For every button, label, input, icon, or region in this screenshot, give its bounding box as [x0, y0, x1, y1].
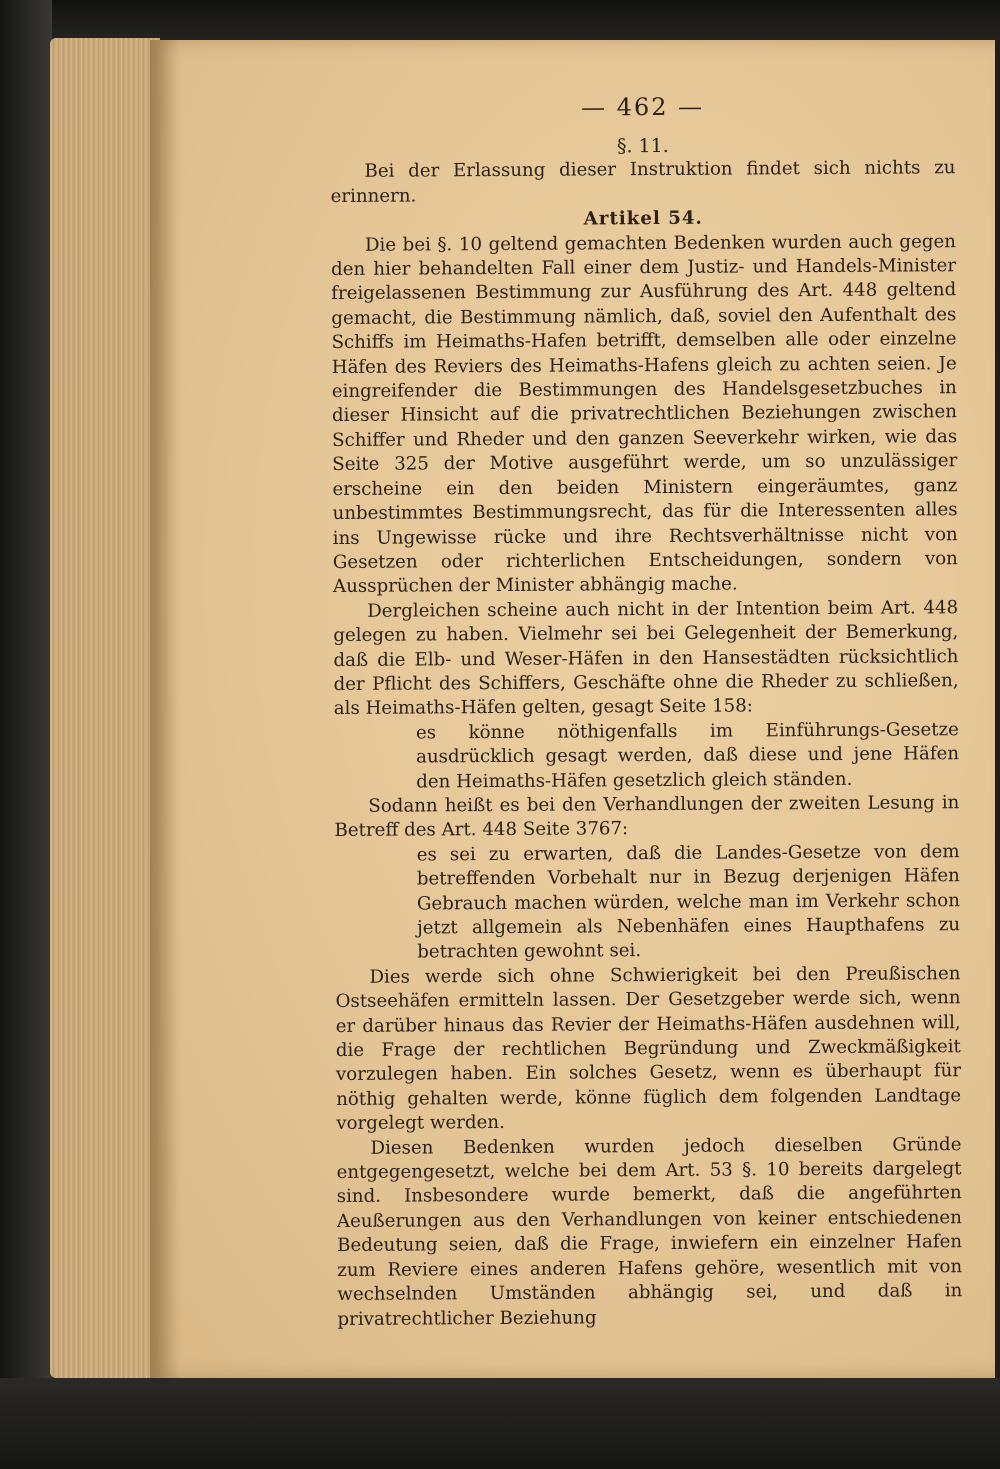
section-heading: §. 11.	[616, 134, 669, 158]
paragraph-1: Die bei §. 10 geltend gemachten Bedenken wurden auch gegen den hier behandelten Fall einer dem Justiz- und Handels-Minister freigelassenen Bestimmung zur Ausführung des Art. 448 geltend gemacht, die Bestimmung nämlich, daß, soviel den Aufenthalt des Schiffs im Heimaths-Hafen betrifft, demselben alle oder einzelne Häfen des Reviers des Heimaths-Hafens gleich zu achten seien. Je eingreifender die Bestimmungen des Handelsgesetzbuches in dieser Hinsicht auf die privatrechtlichen Beziehungen zwischen Schiffer und Rheder und den ganzen Seeverkehr wirken, wie das Seite 325 der Motive ausgeführt werde, um so unzulässiger erscheine ein den beiden Ministern eingeräumtes, ganz unbestimmtes Bestimmungsrecht, das für die Interessenten alles ins Ungewisse rücke und ihre Rechtsverhältnisse nicht von Gesetzen oder richterlichen Entscheidungen, sondern von Aussprüchen der Minister abhängig mache.	[331, 230, 958, 598]
page-text	[330, 88, 963, 1332]
page-edges	[50, 38, 160, 1378]
gutter-shadow	[150, 40, 180, 1378]
paragraph-4: Dies werde sich ohne Schwierigkeit bei den Preußischen Ostseehäfen ermitteln lassen. Der Gesetzgeber werde sich, wenn er darüber hinaus das Revier der Heimaths-Häfen ausdehnen will, die Frage der rechtlichen Begründung und Zweckmäßigkeit vorzulegen haben. Ein solches Gesetz, wenn es überhaupt für nöthig gehalten werde, könne füglich dem folgenden Landtage vorgelegt werden.	[335, 962, 962, 1135]
book-cover-left	[0, 0, 52, 1469]
section-paragraph: Bei der Erlassung dieser Instruktion findet sich nichts zu erinnern.	[330, 157, 956, 207]
book-cover-bottom	[0, 1378, 1000, 1469]
book-cover-top	[0, 0, 1000, 40]
quote-2: es sei zu erwarten, daß die Landes-Gesetze von dem betreffenden Vorbehalt nur in Bezug derjenigen Häfen Gebrauch machen würden, welche man im Verkehr schon jetzt allgemein als Nebenhäfen eines Haupthafens zu betrachten gewohnt sei.	[416, 840, 961, 963]
paragraph-5: Diesen Bedenken wurden jedoch dieselben Gründe entgegengesetzt, welche bei dem Art. 53 §. 10 bereits dargelegt sind. Insbesondere wurde bemerkt, daß die angeführten Aeußerungen aus den Verhandlungen von keiner entschiedenen Bedeutung seien, daß die Frage, inwiefern ein einzelner Hafen zum Reviere eines anderen Hafens gehöre, wesentlich mit von wechselnden Umständen abhängig sei, und daß in privatrechtlicher Beziehung	[336, 1133, 963, 1330]
paragraph-2: Dergleichen scheine auch nicht in der Intention beim Art. 448 gelegen zu haben. Vielmehr sei bei Gelegenheit der Bemerkung, daß die Elb- und Weser-Häfen in den Hansestädten rücksichtlich der Pflicht des Schiffers, Geschäfte ohne die Rheder zu schließen, als Heimaths-Häfen gelten, gesagt Seite 158:	[333, 596, 959, 720]
article-heading: Artikel 54.	[583, 207, 703, 230]
page-number: — 462 —	[580, 92, 705, 122]
paragraph-3: Sodann heißt es bei den Verhandlungen der zweiten Lesung in Betreff des Art. 448 Seite 3767:	[334, 792, 960, 842]
quote-1: es könne nöthigenfalls im Einführungs-Gesetze ausdrücklich gesagt werden, daß diese und jene Häfen den Heimaths-Häfen gesetzlich gleich ständen.	[415, 718, 960, 793]
